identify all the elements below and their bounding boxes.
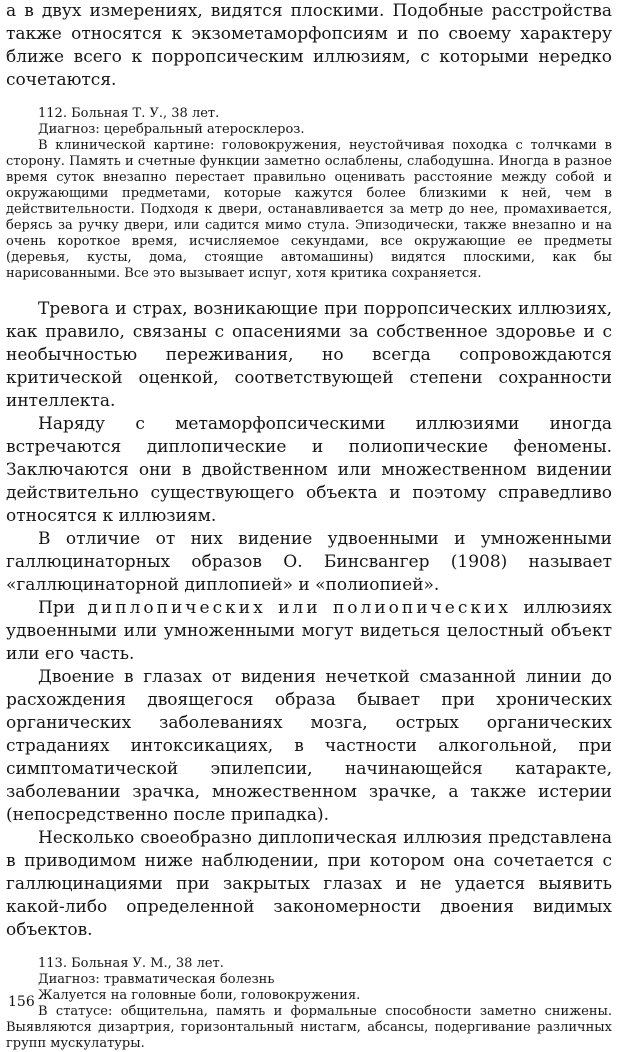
case-112-title: 112. Больная Т. У., 38 лет. <box>38 106 220 121</box>
p4-mid: или <box>278 598 321 618</box>
p4-spaced-1: диплопических <box>87 598 266 618</box>
case-112-diagnosis: Диагноз: церебральный атеросклероз. <box>38 122 305 137</box>
case-113-title: 113. Больная У. М., 38 лет. <box>38 956 224 971</box>
case-112-body: В клинической картине: головокружения, неустойчивая походка с толчками в сторону. Память и счетные функции заметно ослаблены, слабодушна. Иногда в разное время суток внезапно перестает правильно оценивать расстояние между собой и окружающими предметами, которые кажутся более близкими к ней, чем в действительности. Подходя к двери, останавливается за метр до нее, промахивается, берясь за ручку двери, или садится мимо стула. Эпизодически, также внезапно и на очень короткое время, исчисляемое секундами, все окружающие ее предметы (деревья, кусты, дома, стоящие автомашины) видятся плоскими, как бы нарисованными. Все это вызывает испуг, хотя критика сохраняется. <box>6 138 612 281</box>
p4-lead: При <box>38 598 76 618</box>
case-113 <box>6 956 612 1052</box>
case-112 <box>6 106 612 282</box>
paragraph-6: Несколько своеобразно диплопическая иллюзия представлена в приводимом ниже наблюдении, при котором она сочетается с галлюцинациями при закрытых глазах и не удается выявить какой-либо определенной закономерности двоения видимых объектов. <box>6 828 612 940</box>
paragraph-top: а в двух измерениях, видятся плоскими. Подобные расстройства также относятся к экзометаморфопсиям и по своему характеру ближе всего к порропсическим иллюзиям, с которыми нередко сочетаются. <box>6 1 612 90</box>
case-113-complaints: Жалуется на головные боли, головокружения. <box>38 988 361 1003</box>
p4-spaced-2: полиопических <box>332 598 511 618</box>
paragraph-4 <box>6 597 612 666</box>
paragraph-2: Наряду с метаморфопсическими иллюзиями иногда встречаются диплопические и полиопические феномены. Заключаются они в двойственном или множественном видении действительно существующего объекта и поэтому справедливо относятся к иллюзиям. <box>6 414 612 526</box>
p4-rest: иллюзиях удвоенными или умноженными могут видеться целостный объект или его часть. <box>6 598 613 664</box>
paragraph-3: В отличие от них видение удвоенными и умноженными галлюцинаторных образов О. Бинсвангер (1908) называет «галлюцинаторной диплопией» и «полиопией». <box>6 529 612 595</box>
paragraph-5: Двоение в глазах от видения нечеткой смазанной линии до расхождения двоящегося образа бывает при хронических органических заболеваниях мозга, острых органических страданиях интоксикациях, в частности алкогольной, при симптоматической эпилепсии, начинающейся катаракте, заболевании зрачка, множественном зрачке, а также истерии (непосредственно после припадка). <box>6 667 612 825</box>
page-number: 156 <box>8 994 35 1010</box>
case-113-diagnosis: Диагноз: травматическая болезнь <box>38 972 275 987</box>
case-113-body: В статусе: общительна, память и формальные способности заметно снижены. Выявляются дизартрия, горизонтальный нистагм, абсансы, подергивание различных групп мускулатуры. <box>6 1004 612 1051</box>
paragraph-1: Тревога и страх, возникающие при порропсических иллюзиях, как правило, связаны с опасениями за собственное здоровье и с необычностью переживания, но всегда сопровождаются критической оценкой, соответствующей степени сохранности интеллекта. <box>6 299 612 411</box>
